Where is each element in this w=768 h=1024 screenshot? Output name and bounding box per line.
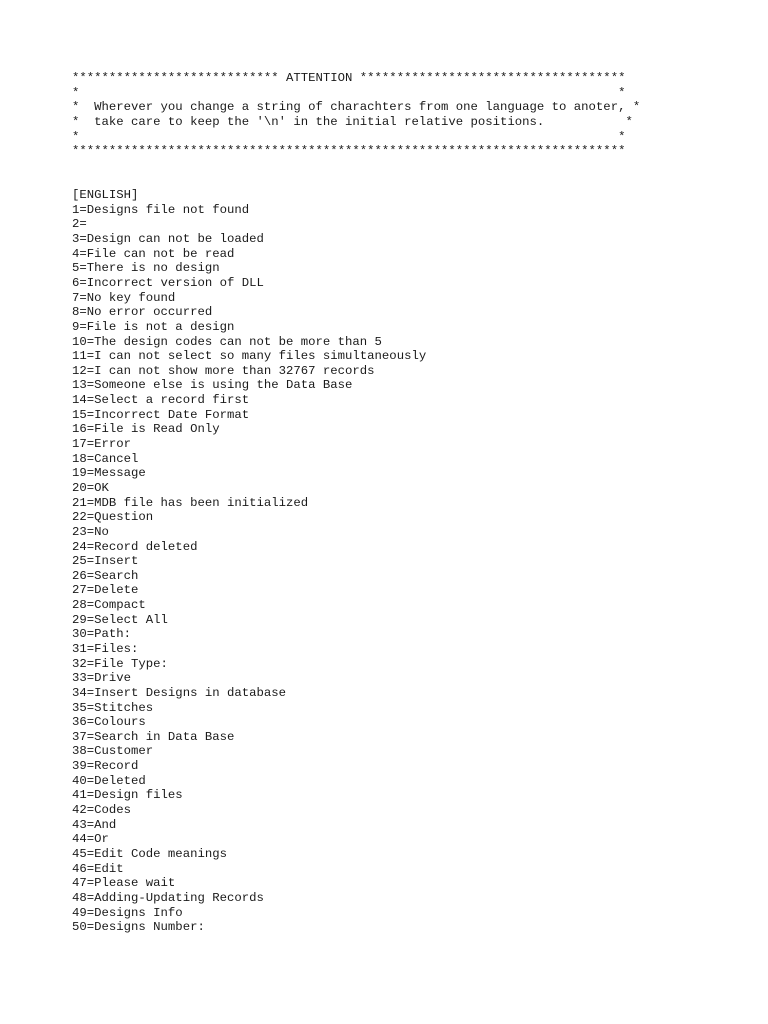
document-page [72,71,762,935]
list-item: 3=Design can not be loaded [72,232,264,247]
list-item: 15=Incorrect Date Format [72,407,250,422]
spacer [72,159,762,188]
list-item: 28=Compact [72,598,146,613]
list-item: 43=And [72,817,117,832]
attention-banner [72,71,762,159]
list-item: 7=No key found [72,290,176,305]
list-item: 17=Error [72,437,132,452]
list-item: 9=File is not a design [72,319,235,334]
list-item: 46=Edit [72,861,124,876]
list-item: 4=File can not be read [72,246,235,261]
list-item: 33=Drive [72,671,132,686]
banner-line: * * [72,129,626,144]
list-item: 25=Insert [72,554,139,569]
list-item: 10=The design codes can not be more than 5 [72,334,382,349]
list-item: 8=No error occurred [72,305,213,320]
banner-line: *************************************************************************** [72,144,626,159]
list-item: 34=Insert Designs in database [72,685,287,700]
list-item: 6=Incorrect version of DLL [72,275,264,290]
list-item: 40=Deleted [72,773,146,788]
list-item: 37=Search in Data Base [72,729,235,744]
list-item: 44=Or [72,832,109,847]
list-item: 48=Adding-Updating Records [72,890,264,905]
list-item: 14=Select a record first [72,393,250,408]
list-item: 24=Record deleted [72,539,198,554]
banner-line: **************************** ATTENTION ************************************ [72,71,626,85]
list-item: 1=Designs file not found [72,202,250,217]
list-item: 11=I can not select so many files simultaneously [72,349,427,364]
list-item: 21=MDB file has been initialized [72,495,309,510]
banner-line: * take care to keep the '\n' in the initial relative positions. * [72,114,633,129]
list-item: 19=Message [72,466,146,481]
list-item: 18=Cancel [72,451,139,466]
list-item: 2= [72,217,87,232]
list-item: 27=Delete [72,583,139,598]
list-item: 38=Customer [72,744,154,759]
list-item: 12=I can not show more than 32767 records [72,363,375,378]
banner-line: * * [72,85,626,100]
list-item: 35=Stitches [72,700,154,715]
banner-line: * Wherever you change a string of charachters from one language to anoter, * [72,100,641,115]
list-item: 50=Designs Number: [72,920,205,935]
list-item: 41=Design files [72,788,183,803]
list-item: 23=No [72,524,109,539]
english-section [72,188,762,935]
list-item: 16=File is Read Only [72,422,220,437]
list-item: 29=Select All [72,612,168,627]
list-item: 42=Codes [72,803,132,818]
list-item: 36=Colours [72,715,146,730]
list-item: 39=Record [72,759,139,774]
list-item: 13=Someone else is using the Data Base [72,378,353,393]
list-item: 47=Please wait [72,876,176,891]
list-item: 32=File Type: [72,656,168,671]
list-item: 30=Path: [72,627,132,642]
entry-list [72,203,762,935]
list-item: 20=OK [72,480,109,495]
list-item: 31=Files: [72,642,139,656]
list-item: 45=Edit Code meanings [72,846,227,861]
list-item: 26=Search [72,568,139,583]
section-title: [ENGLISH] [72,188,139,203]
list-item: 5=There is no design [72,261,220,276]
list-item: 49=Designs Info [72,905,183,920]
list-item: 22=Question [72,510,154,525]
